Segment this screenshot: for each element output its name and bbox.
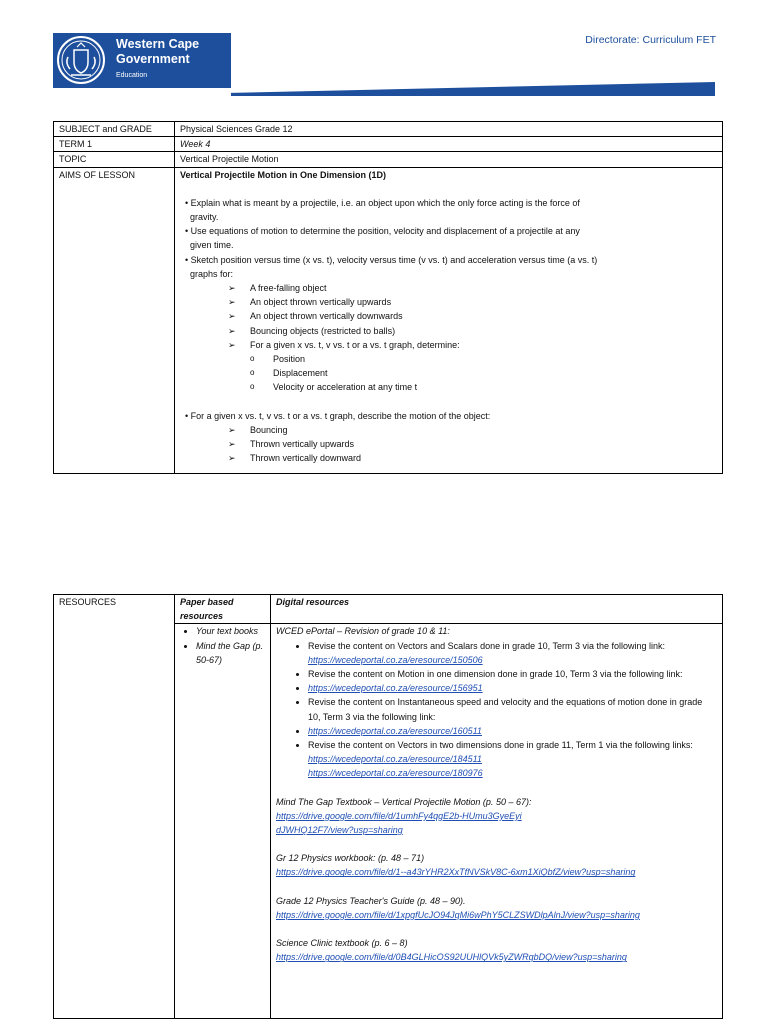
header-divider-bar — [231, 82, 715, 96]
resources-table — [53, 594, 723, 1019]
aims-content — [175, 167, 723, 473]
digital-header: Digital resources — [271, 595, 723, 624]
list-item — [308, 681, 717, 695]
circle-bullet-icon: o — [250, 382, 255, 392]
circle-bullet-icon: o — [250, 354, 255, 364]
list-item: ➢ Bouncing objects (restricted to balls) — [180, 324, 717, 338]
digital-resources — [271, 624, 723, 1019]
aims-bullet: • Use equations of motion to determine the position, velocity and displacement of a projectile at any given time. — [185, 226, 580, 251]
row-label: SUBJECT and GRADE — [54, 122, 175, 137]
book-link[interactable]: https://drive.google.com/file/d/0B4GLHicOS92UUHlQVk5yZWRqbDQ/view?usp=sharing — [276, 952, 627, 963]
logo-title-line2: Government — [116, 52, 190, 66]
paper-resources — [175, 624, 271, 1019]
lesson-info-table — [53, 121, 723, 474]
book-link[interactable]: https://drive.google.com/file/d/1xpgfUcJO94JqMi6wPhY5CLZSWDlpAlnJ/view?usp=sharing — [276, 909, 640, 920]
logo-department: Education — [116, 72, 148, 79]
aims-bullet: • Explain what is meant by a projectile, i.e. an object upon which the only force acting is the force of gravity. — [185, 197, 580, 223]
eportal-link[interactable]: https://wcedeportal.co.za/eresource/156951 — [308, 683, 483, 694]
arrow-bullet-icon: ➢ — [228, 453, 236, 464]
list-item — [308, 724, 717, 738]
list-item: o Position — [180, 352, 717, 366]
government-logo — [53, 33, 231, 88]
aims-label: AIMS OF LESSON — [54, 167, 175, 473]
aims-bullet: • For a given x vs. t, v vs. t or a vs. t graph, describe the motion of the object: — [185, 410, 491, 421]
list-item: • Revise the content on Instantaneous speed and velocity and the equations of motion done in grade 10, Term 3 via the following link: — [308, 695, 717, 723]
paper-header: Paper based resources — [175, 595, 271, 624]
directorate-label: Directorate: Curriculum FET — [585, 34, 716, 46]
book-title: Mind The Gap Textbook – Vertical Projectile Motion (p. 50 – 67): — [276, 796, 532, 807]
table-row — [54, 595, 723, 624]
arrow-bullet-icon: ➢ — [228, 283, 236, 294]
book-link[interactable]: https://drive.google.com/file/d/1umhFy4qgE2b-HUmu3GyeEyidJWHQ12F7/view?usp=sharing — [276, 810, 522, 836]
book-title: Gr 12 Physics workbook: (p. 48 – 71) — [276, 853, 425, 864]
list-item: • Your text books — [196, 624, 265, 638]
list-item: ➢ Bouncing — [180, 423, 717, 437]
list-item: • Mind the Gap (p. 50-67) — [196, 639, 265, 667]
book-link[interactable]: https://drive.google.com/file/d/1--a43rYHR2XxTfNVSkV8C-6xm1XiQbfZ/view?usp=sharing — [276, 867, 636, 878]
eportal-link[interactable]: https://wcedeportal.co.za/eresource/184511 — [308, 754, 482, 765]
circle-bullet-icon: o — [250, 368, 255, 378]
list-item: ➢ For a given x vs. t, v vs. t or a vs. t graph, determine: — [180, 338, 717, 352]
arrow-bullet-icon: ➢ — [228, 339, 236, 350]
arrow-bullet-icon: ➢ — [228, 325, 236, 336]
list-item: ➢ Thrown vertically downward — [180, 451, 717, 465]
table-row — [54, 137, 723, 152]
table-row — [54, 152, 723, 167]
logo-title-line1: Western Cape — [116, 37, 200, 51]
book-title: Grade 12 Physics Teacher's Guide (p. 48 – 90). — [276, 895, 466, 906]
list-item: o Displacement — [180, 366, 717, 380]
eportal-link[interactable]: https://wcedeportal.co.za/eresource/180976 — [308, 768, 483, 779]
eportal-link[interactable]: https://wcedeportal.co.za/eresource/160511 — [308, 725, 482, 736]
arrow-bullet-icon: ➢ — [228, 424, 236, 435]
table-row — [54, 122, 723, 137]
list-item: ➢ An object thrown vertically upwards — [180, 295, 717, 309]
arrow-bullet-icon: ➢ — [228, 297, 236, 308]
list-item: • Revise the content on Vectors in two dimensions done in grade 11, Term 1 via the following links: https://wcedeportal.co.za/eresource/184511 https://wcedeportal.co.za/eresource/180976 — [308, 738, 717, 781]
logo-title — [116, 37, 199, 67]
resources-label: RESOURCES — [54, 595, 175, 1019]
row-value: Physical Sciences Grade 12 — [175, 122, 723, 137]
row-value: Vertical Projectile Motion — [175, 152, 723, 167]
arrow-bullet-icon: ➢ — [228, 311, 236, 322]
list-item: o Velocity or acceleration at any time t — [180, 380, 717, 394]
list-item: • Revise the content on Vectors and Scalars done in grade 10, Term 3 via the following link: https://wcedeportal.co.za/eresource/150506 — [308, 639, 717, 667]
aims-row — [54, 167, 723, 473]
coat-of-arms-icon — [56, 35, 106, 85]
eportal-heading: WCED ePortal – Revision of grade 10 & 11: — [276, 626, 450, 637]
row-value: Week 4 — [175, 137, 723, 152]
list-item: ➢ A free-falling object — [180, 281, 717, 295]
book-title: Science Clinic textbook (p. 6 – 8) — [276, 938, 408, 949]
row-label: TOPIC — [54, 152, 175, 167]
list-item: • Revise the content on Motion in one dimension done in grade 10, Term 3 via the following link: — [308, 667, 717, 681]
list-item: ➢ Thrown vertically upwards — [180, 437, 717, 451]
aims-bullet: • Sketch position versus time (x vs. t), velocity versus time (v vs. t) and acceleration versus time (a vs. t) graphs for: — [185, 254, 598, 279]
list-item: ➢ An object thrown vertically downwards — [180, 309, 717, 323]
arrow-bullet-icon: ➢ — [228, 439, 236, 450]
aims-title: Vertical Projectile Motion in One Dimension (1D) — [180, 169, 387, 180]
eportal-link[interactable]: https://wcedeportal.co.za/eresource/150506 — [308, 654, 483, 665]
row-label: TERM 1 — [54, 137, 175, 152]
